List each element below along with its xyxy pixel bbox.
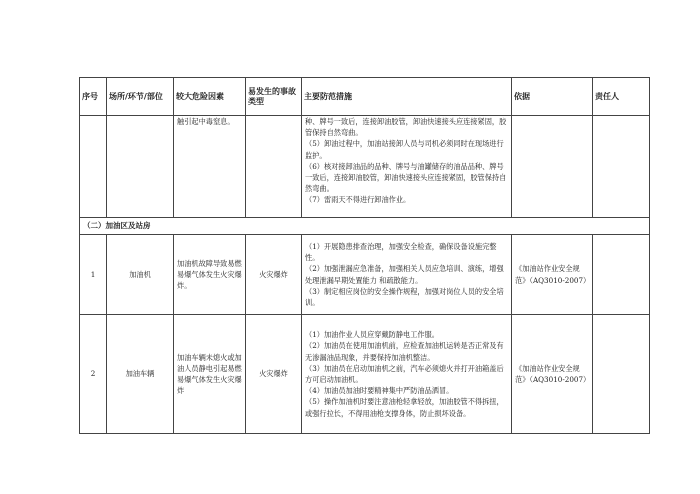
cell-accident-type: 火灾爆炸: [246, 235, 302, 315]
cell-seq: [80, 116, 107, 218]
cell-hazard: 加油车辆未熄火或加油人员静电引起易燃易爆气体发生火灾爆炸: [174, 315, 246, 434]
header-accident-type: 易发生的事故类型: [246, 78, 302, 116]
cell-hazard: 触引起中毒窒息。: [174, 116, 246, 218]
table-row: [80, 315, 650, 434]
measure-item: （5）操作加油机时要注意油枪轻拿轻放，加油胶管不得拆扭，或强行拉长，不得用油枪支撑身体，防止损坏设备。: [305, 397, 504, 418]
cell-accident-type: 火灾爆炸: [246, 315, 302, 434]
cell-seq: 2: [80, 315, 107, 434]
measure-item: （7）雷雨天不得进行卸油作业。: [305, 195, 411, 205]
measure-item: （3）加油员在启动加油机之前，汽车必须熄火并打开油箱盖后方可启动加油机。: [305, 363, 504, 384]
cell-location: 加油机: [107, 235, 174, 315]
cell-location: 加油车辆: [107, 315, 174, 434]
header-owner: 责任人: [593, 78, 650, 116]
header-hazard: 较大危险因素: [174, 78, 246, 116]
section-title: （二）加油区及站房: [80, 218, 650, 235]
cell-accident-type: [246, 116, 302, 218]
cell-hazard: 加油机故障导致易燃易爆气体发生火灾爆炸。: [174, 235, 246, 315]
measure-item: （1）开展隐患排查治理，加强安全检查，确保设备设施完整性。: [305, 241, 497, 263]
measure-item: （5）卸油过程中，加油站接卸人员与司机必须同时在现场进行监护。: [305, 139, 504, 160]
header-location: 场所/环节/部位: [107, 78, 174, 116]
measure-item: （2）加油员在使用加油机前，应检查加油机运转是否正常及有无渗漏油品现象，并要保持加油机整洁。: [305, 341, 504, 362]
header-basis: 依据: [512, 78, 593, 116]
cell-owner: [593, 116, 650, 218]
table-row-continued: [80, 116, 650, 218]
risk-table: [79, 77, 650, 434]
measure-item: （6）核对接卸油品的品种、牌号与油罐储存的油品品种、牌号一致后，连接卸油胶管，卸油快速接头应连接紧固，胶管保持自然弯曲。: [305, 161, 507, 194]
header-seq: 序号: [80, 78, 107, 116]
measure-item: （4）加油员加油时要精神集中严防油品洒冒。: [305, 386, 454, 396]
header-row: [80, 78, 650, 116]
cell-measures: [302, 235, 512, 315]
measure-item: （3）制定相应岗位的安全操作规程，加强对岗位人员的安全培训。: [305, 286, 504, 307]
header-measures: 主要防范措施: [302, 78, 512, 116]
cell-basis: [512, 116, 593, 218]
cell-seq: 1: [80, 235, 107, 315]
table-row: [80, 235, 650, 315]
cell-owner: [593, 235, 650, 315]
measure-item: （2）加强泄漏应急准备，加强相关人员应急培训、演练，增强处理泄漏早期处置能力 和疏散能力。: [305, 264, 504, 285]
cell-basis: 《加油站作业安全规范》（AQ3010-2007）: [512, 235, 593, 315]
cell-measures: [302, 315, 512, 434]
measure-item: 种、牌号一致后，连接卸油胶管，卸油快速接头应连接紧固，胶管保持自然弯曲。: [305, 117, 507, 138]
cell-location: [107, 116, 174, 218]
cell-owner: [593, 315, 650, 434]
section-row: [80, 218, 650, 235]
measure-item: （1）加油作业人员应穿戴防静电工作服。: [305, 330, 439, 340]
cell-basis: 《加油站作业安全规范》（AQ3010-2007）: [512, 315, 593, 434]
cell-measures: [302, 116, 512, 218]
